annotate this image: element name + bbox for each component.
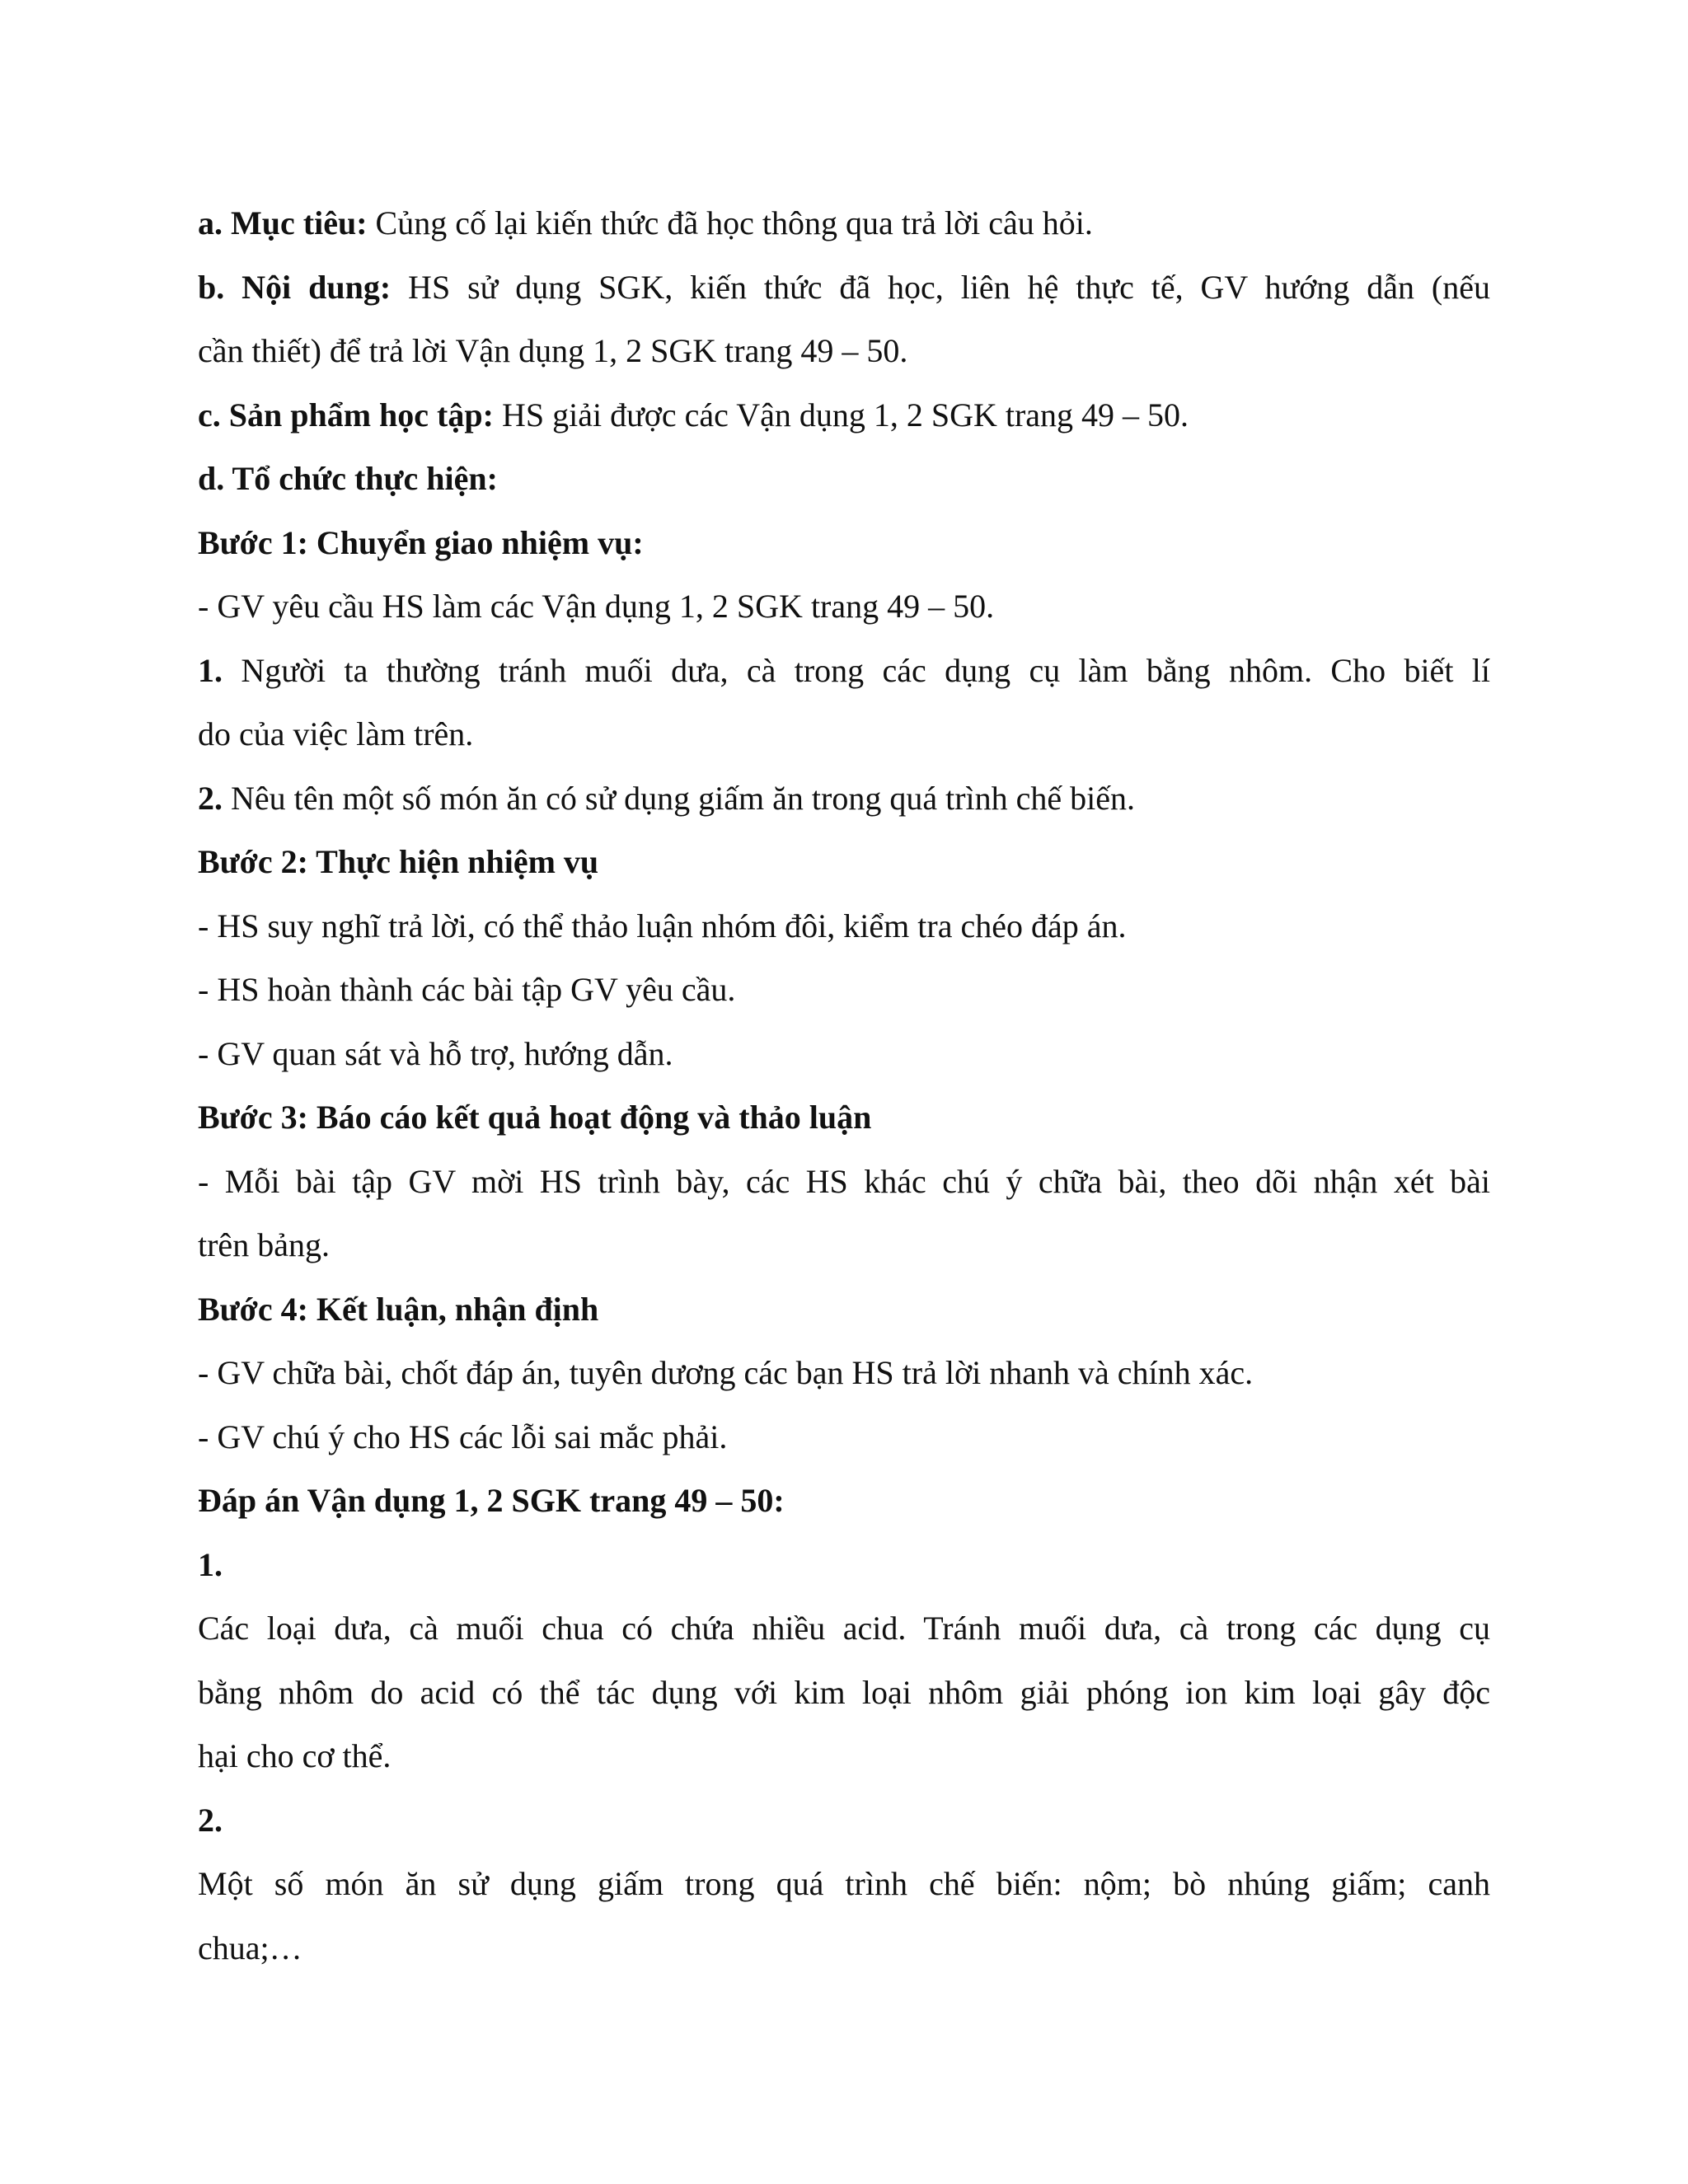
line-cau-1-cont <box>198 702 1490 766</box>
text-cau-1: Người ta thường tránh muối dưa, cà trong các dụng cụ làm bằng nhôm. Cho biết lí <box>223 651 1490 689</box>
label-to-chuc: d. Tổ chức thực hiện: <box>198 460 498 497</box>
label-noi-dung: b. Nội dung: <box>198 268 392 306</box>
answer-1-number: 1. <box>198 1545 223 1583</box>
answer-2-text-b: chua;… <box>198 1929 302 1966</box>
line-to-chuc <box>198 447 1490 511</box>
line-cau-2 <box>198 766 1490 831</box>
line-answer-2-b <box>198 1916 1490 1980</box>
text-gv-chua-bai: - GV chữa bài, chốt đáp án, tuyên dương các bạn HS trả lời nhanh và chính xác. <box>198 1354 1254 1391</box>
text-hs-hoan-thanh: - HS hoàn thành các bài tập GV yêu cầu. <box>198 971 736 1008</box>
line-answer-1-a <box>198 1596 1490 1661</box>
line-cau-1 <box>198 639 1490 703</box>
text-tren-bang: trên bảng. <box>198 1226 330 1263</box>
text-noi-dung-cont: cần thiết) để trả lời Vận dụng 1, 2 SGK trang 49 – 50. <box>198 332 908 369</box>
line-answer-2-a <box>198 1852 1490 1916</box>
line-moi-bai-tap <box>198 1150 1490 1214</box>
line-dap-an-heading <box>198 1469 1490 1533</box>
number-cau-1: 1. <box>198 651 223 689</box>
answer-2-text-a: Một số món ăn sử dụng giấm trong quá trình chế biến: nộm; bò nhúng giấm; canh <box>198 1865 1490 1902</box>
heading-dap-an: Đáp án Vận dụng 1, 2 SGK trang 49 – 50: <box>198 1482 785 1519</box>
heading-buoc-4: Bước 4: Kết luận, nhận định <box>198 1290 599 1328</box>
text-gv-yeu-cau: - GV yêu cầu HS làm các Vận dụng 1, 2 SGK trang 49 – 50. <box>198 588 995 625</box>
line-noi-dung <box>198 255 1490 320</box>
line-gv-yeu-cau <box>198 574 1490 639</box>
number-cau-2: 2. <box>198 779 223 817</box>
line-gv-quan-sat <box>198 1022 1490 1086</box>
line-hs-hoan-thanh <box>198 958 1490 1022</box>
line-muc-tieu <box>198 191 1490 255</box>
line-noi-dung-cont <box>198 319 1490 383</box>
text-gv-chu-y: - GV chú ý cho HS các lỗi sai mắc phải. <box>198 1418 728 1455</box>
heading-buoc-1: Bước 1: Chuyển giao nhiệm vụ: <box>198 523 644 561</box>
document-page <box>198 191 1490 1980</box>
line-answer-1-b <box>198 1661 1490 1725</box>
line-hs-suy-nghi <box>198 894 1490 958</box>
text-moi-bai-tap: - Mỗi bài tập GV mời HS trình bày, các HS khác chú ý chữa bài, theo dõi nhận xét bài <box>198 1162 1490 1200</box>
line-gv-chu-y <box>198 1405 1490 1469</box>
line-san-pham <box>198 383 1490 448</box>
text-san-pham: HS giải được các Vận dụng 1, 2 SGK trang 49 – 50. <box>493 396 1189 434</box>
line-answer-1-number <box>198 1533 1490 1597</box>
heading-buoc-2: Bước 2: Thực hiện nhiệm vụ <box>198 843 599 880</box>
line-buoc-1 <box>198 511 1490 575</box>
answer-2-number: 2. <box>198 1801 223 1839</box>
line-buoc-3 <box>198 1085 1490 1150</box>
line-buoc-4 <box>198 1277 1490 1342</box>
answer-1-text-c: hại cho cơ thể. <box>198 1737 392 1774</box>
line-answer-2-number <box>198 1788 1490 1853</box>
text-hs-suy-nghi: - HS suy nghĩ trả lời, có thể thảo luận nhóm đôi, kiểm tra chéo đáp án. <box>198 907 1127 944</box>
text-gv-quan-sat: - GV quan sát và hỗ trợ, hướng dẫn. <box>198 1034 673 1072</box>
line-gv-chua-bai <box>198 1341 1490 1405</box>
text-cau-2: Nêu tên một số món ăn có sử dụng giấm ăn trong quá trình chế biến. <box>223 779 1136 817</box>
answer-1-text-a: Các loại dưa, cà muối chua có chứa nhiều acid. Tránh muối dưa, cà trong các dụng cụ <box>198 1610 1490 1647</box>
line-buoc-2 <box>198 830 1490 894</box>
text-cau-1-cont: do của việc làm trên. <box>198 715 474 752</box>
heading-buoc-3: Bước 3: Báo cáo kết quả hoạt động và thảo luận <box>198 1099 872 1136</box>
answer-1-text-b: bằng nhôm do acid có thể tác dụng với kim loại nhôm giải phóng ion kim loại gây độc <box>198 1673 1490 1711</box>
text-noi-dung: HS sử dụng SGK, kiến thức đã học, liên hệ thực tế, GV hướng dẫn (nếu <box>391 268 1490 306</box>
line-tren-bang <box>198 1213 1490 1277</box>
label-san-pham: c. Sản phẩm học tập: <box>198 396 494 434</box>
text-muc-tieu: Củng cố lại kiến thức đã học thông qua trả lời câu hỏi. <box>367 204 1093 241</box>
line-answer-1-c <box>198 1724 1490 1788</box>
label-muc-tieu: a. Mục tiêu: <box>198 204 368 241</box>
